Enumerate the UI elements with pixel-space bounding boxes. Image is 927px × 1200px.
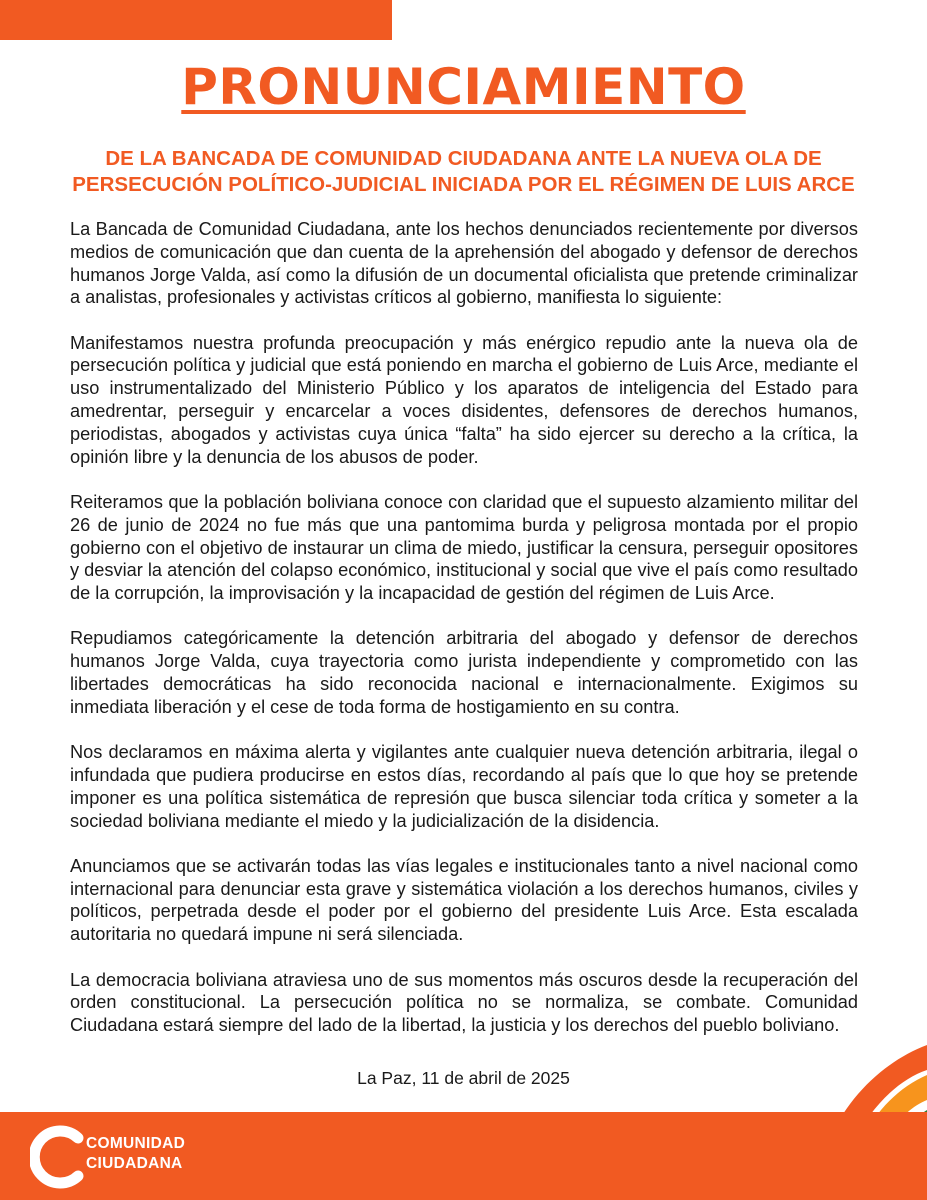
page-title: PRONUNCIAMIENTO bbox=[181, 58, 746, 116]
top-accent-bar bbox=[0, 0, 392, 40]
document-date: La Paz, 11 de abril de 2025 bbox=[357, 1068, 570, 1088]
subtitle-line: PERSECUCIÓN POLÍTICO-JUDICIAL INICIADA POR EL RÉGIMEN DE LUIS ARCE bbox=[72, 173, 855, 196]
footer-bar bbox=[0, 1112, 927, 1200]
paragraph-reiterate: Reiteramos que la población boliviana conoce con claridad que el supuesto alzamiento militar del 26 de junio de 2024 no fue más que una pantomima burda y peligrosa montada por el propio gobierno con el objetivo de instaurar un clima de miedo, justificar la censura, perseguir opositores y desviar la atención del colapso económico, institucional y social que vive el país como resultado de la corrupción, la improvisación y la incapacidad de gestión del régimen de Luis Arce. bbox=[70, 491, 858, 604]
logo-wordmark bbox=[86, 1134, 185, 1174]
subtitle-line: DE LA BANCADA DE COMUNIDAD CIUDADANA ANTE LA NUEVA OLA DE bbox=[105, 147, 822, 170]
subtitle bbox=[40, 146, 887, 198]
logo-text-line: COMUNIDAD bbox=[86, 1135, 186, 1152]
paragraph-repudiate: Repudiamos categóricamente la detención arbitraria del abogado y defensor de derechos humanos Jorge Valda, cuya trayectoria como jurista independiente y comprometido con las libertades democráticas ha sido reconocida nacional e internacionalmente. Exigimos su inmediata liberación y el cese de toda forma de hostigamiento en su contra. bbox=[70, 628, 858, 717]
logo-text-line: CIUDADANA bbox=[86, 1155, 183, 1172]
paragraph-conclusion: La democracia boliviana atraviesa uno de sus momentos más oscuros desde la recuperación del orden constitucional. La persecución política no se normaliza, se combate. Comunidad Ciudadana estará siempre del lado de la libertad, la justicia y los derechos del pueblo boliviano. bbox=[70, 969, 858, 1036]
statement-body bbox=[70, 218, 858, 1059]
paragraph-intro: La Bancada de Comunidad Ciudadana, ante los hechos denunciados recientemente por diversos medios de comunicación que dan cuenta de la aprehensión del abogado y defensor de derechos humanos Jorge Valda, así como la difusión de un documental oficialista que pretende criminalizar a analistas, profesionales y activistas críticos al gobierno, manifiesta lo siguiente: bbox=[70, 219, 858, 308]
paragraph-legal-actions: Anunciamos que se activarán todas las vías legales e institucionales tanto a nivel nacional como internacional para denunciar esta grave y sistemática violación a los derechos humanos, civiles y políticos, perpetrada desde el poder por el gobierno del presidente Luis Arce. Esta escalada autoritaria no quedará impune ni será silenciada. bbox=[70, 855, 858, 945]
paragraph-concern: Manifestamos nuestra profunda preocupación y más enérgico repudio ante la nueva ola de persecución política y judicial que está poniendo en marcha el gobierno de Luis Arce, mediante el uso instrumentalizado del Ministerio Público y los aparatos de inteligencia del Estado para amedrentar, perseguir y encarcelar a voces disidentes, defensores de derechos humanos, periodistas, abogados y activistas cuya única “falta” ha sido ejercer su derecho a la crítica, la opinión libre y la denuncia de los abusos de poder. bbox=[70, 332, 858, 467]
paragraph-alert: Nos declaramos en máxima alerta y vigilantes ante cualquier nueva detención arbitraria, ilegal o infundada que pudiera producirse en estos días, recordando al país que lo que hoy se pretende imponer es una política sistemática de represión que busca silenciar toda crítica y someter a la sociedad boliviana mediante el miedo y la judicialización de la disidencia. bbox=[70, 742, 858, 831]
